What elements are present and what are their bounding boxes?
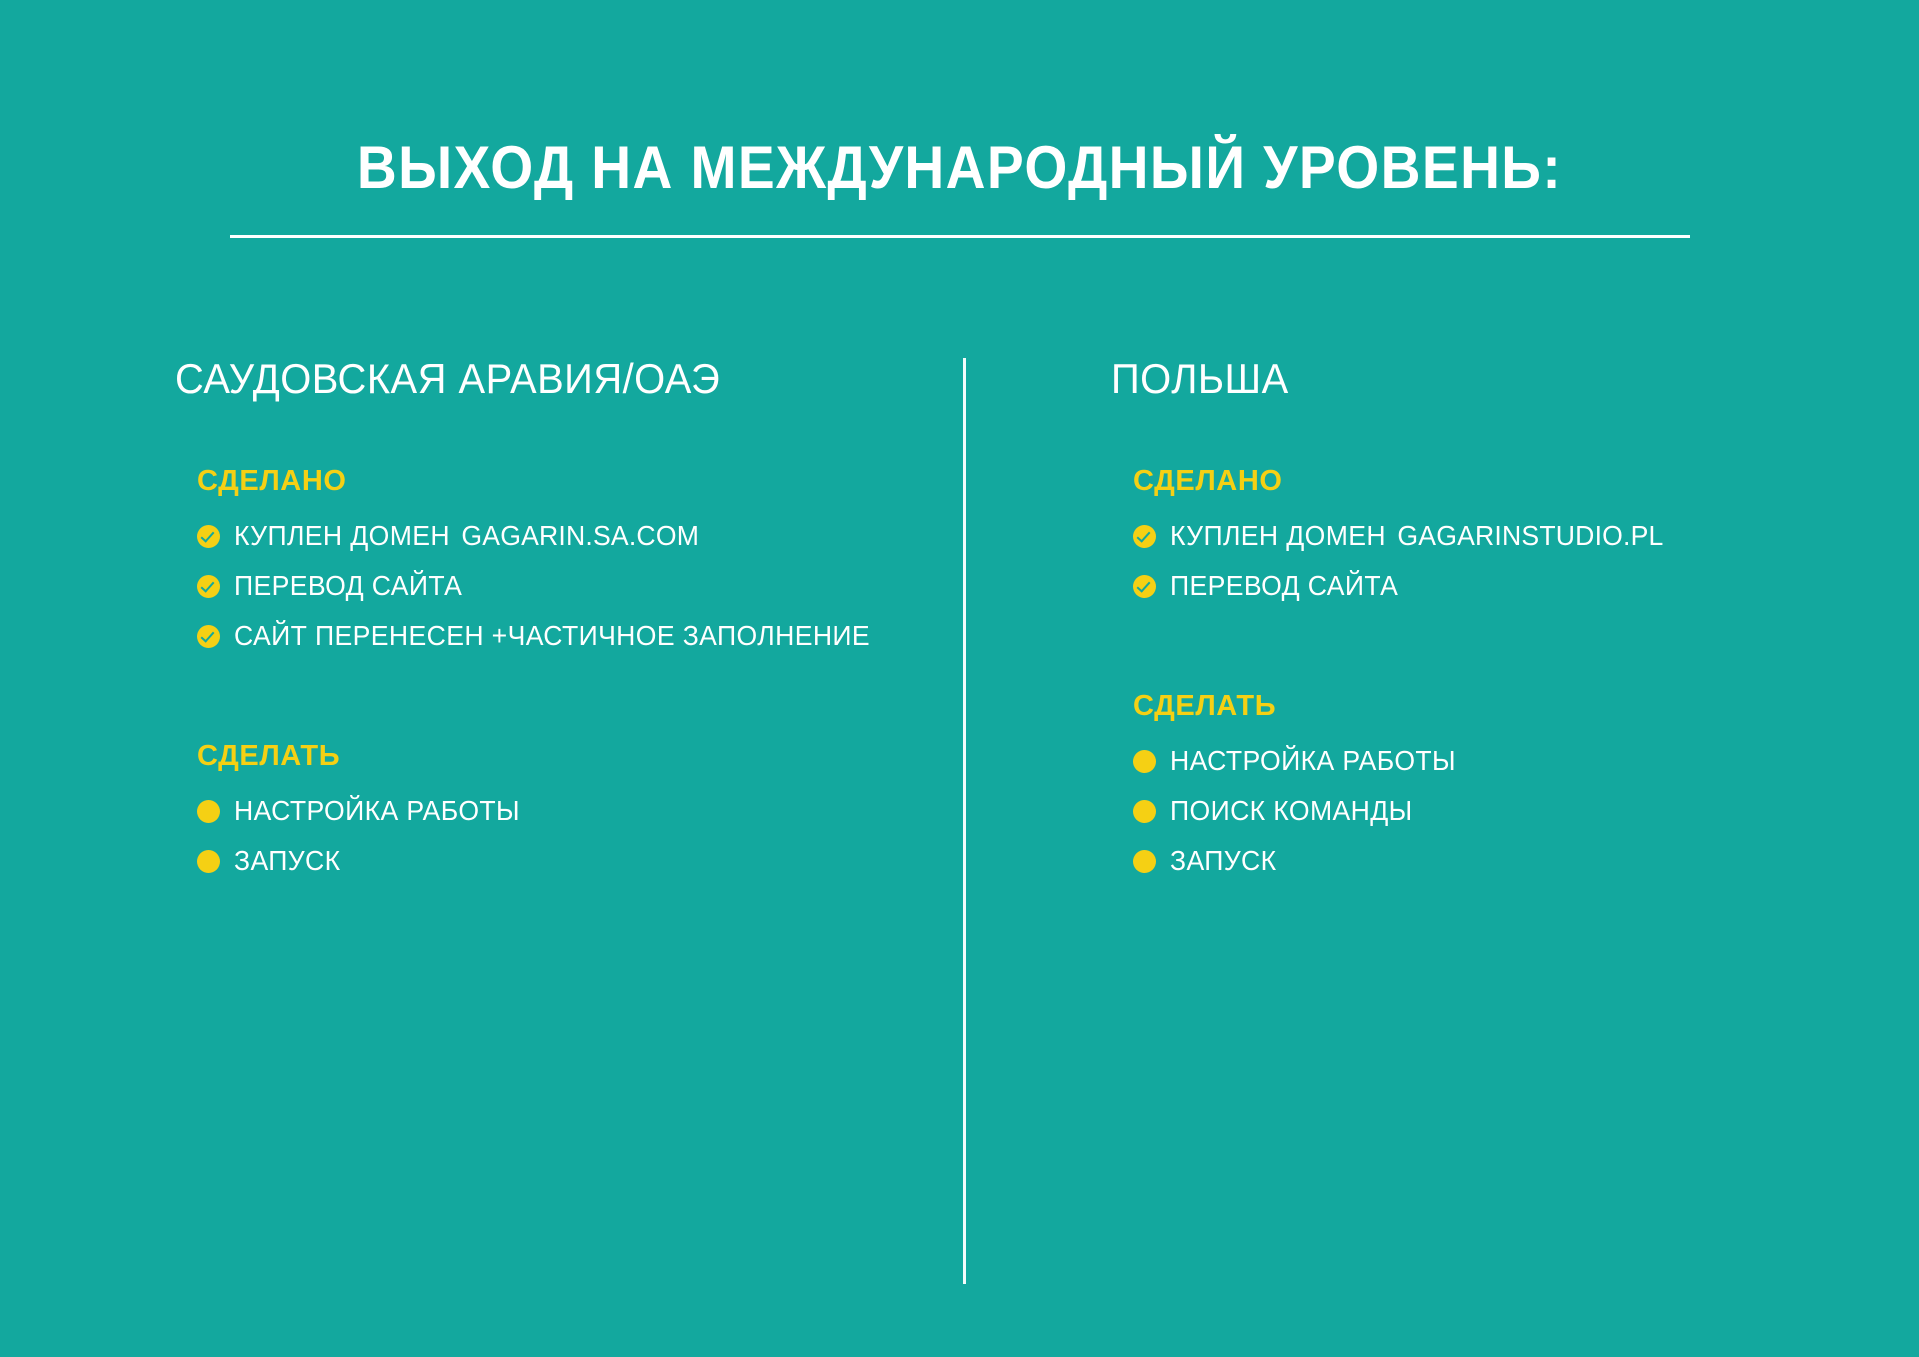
dot-icon (1133, 800, 1156, 823)
dot-icon (1133, 750, 1156, 773)
column-heading: САУДОВСКАЯ АРАВИЯ/ОАЭ (175, 355, 721, 402)
list-item (197, 570, 963, 602)
list-item-label: ПЕРЕВОД САЙТА (234, 570, 463, 601)
check-icon (1133, 525, 1156, 548)
title-block (0, 0, 1919, 238)
list-item (197, 845, 963, 877)
list-item (1133, 520, 1919, 552)
list-item-label: КУПЛЕН ДОМЕН GAGARIN.SA.COM (234, 520, 700, 551)
list-item-label: ЗАПУСК (1170, 845, 1277, 876)
column-heading: ПОЛЬША (1111, 355, 1289, 402)
list-item-label: ЗАПУСК (234, 845, 341, 876)
list-todo (1133, 745, 1919, 877)
check-icon (197, 625, 220, 648)
list-item (1133, 745, 1919, 777)
list-done (1133, 520, 1919, 602)
domain-value: GAGARIN.SA.COM (461, 520, 700, 551)
check-icon (197, 575, 220, 598)
section-todo (1133, 690, 1919, 877)
list-todo (197, 795, 963, 877)
list-item (1133, 795, 1919, 827)
list-item-label: САЙТ ПЕРЕНЕСЕН +ЧАСТИЧНОЕ ЗАПОЛНЕНИЕ (234, 620, 871, 651)
list-item (197, 620, 963, 652)
dot-icon (197, 850, 220, 873)
columns-container (0, 355, 1919, 895)
section-todo (197, 740, 963, 877)
section-done (197, 465, 963, 652)
title-divider (230, 235, 1690, 238)
check-icon (1133, 575, 1156, 598)
dot-icon (1133, 850, 1156, 873)
list-item (1133, 845, 1919, 877)
domain-value: GAGARINSTUDIO.PL (1397, 520, 1664, 551)
section-label-done: СДЕЛАНО (197, 465, 347, 497)
list-item-label: НАСТРОЙКА РАБОТЫ (234, 795, 520, 826)
column-saudi-uae (0, 355, 963, 895)
check-icon (197, 525, 220, 548)
list-done (197, 520, 963, 652)
list-item-label: ПЕРЕВОД САЙТА (1170, 570, 1399, 601)
list-item (197, 520, 963, 552)
list-item-label: КУПЛЕН ДОМЕН GAGARINSTUDIO.PL (1170, 520, 1664, 551)
section-label-todo: СДЕЛАТЬ (197, 740, 341, 772)
section-label-done: СДЕЛАНО (1133, 465, 1283, 497)
column-poland (963, 355, 1919, 895)
page-title: ВЫХОД НА МЕЖДУНАРОДНЫЙ УРОВЕНЬ: (356, 134, 1563, 201)
list-item-label: НАСТРОЙКА РАБОТЫ (1170, 745, 1456, 776)
list-item (197, 795, 963, 827)
list-item-label: ПОИСК КОМАНДЫ (1170, 795, 1413, 826)
section-label-todo: СДЕЛАТЬ (1133, 690, 1277, 722)
section-done (1133, 465, 1919, 602)
dot-icon (197, 800, 220, 823)
list-item (1133, 570, 1919, 602)
